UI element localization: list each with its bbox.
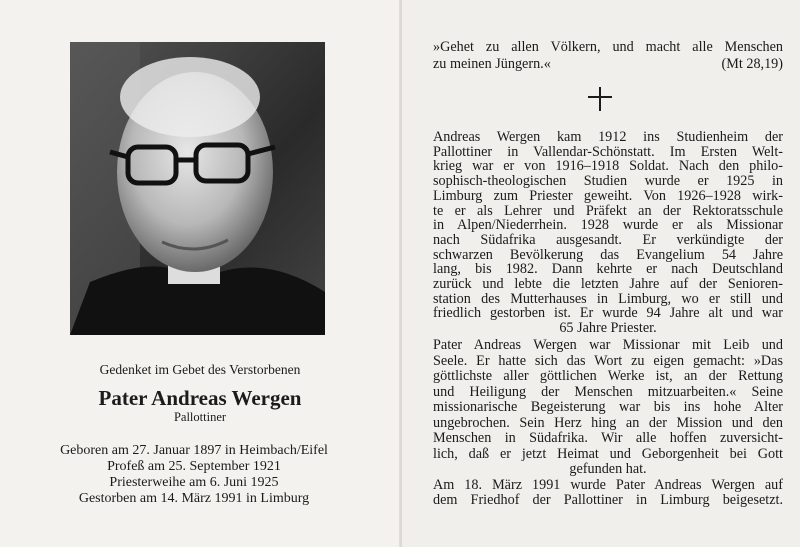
obituary-line: 65 Jahre Priester. (559, 320, 657, 337)
quote-line (433, 57, 783, 71)
obituary-line: in Alpen/Niederrhein. 1928 wurde er als Missionar (433, 217, 783, 234)
cross-icon (588, 87, 612, 111)
birth-date: Geboren am 27. Januar 1897 in Heimbach/Eifel (60, 443, 328, 458)
obituary-line: missionarische Begeisterung war bis ins hohe Alter (433, 399, 783, 415)
obituary-line: station des Mutterhauses in Limburg, wo er still und (433, 290, 783, 307)
obituary-line: Am 18. März 1991 wurde Pater Andreas Wergen auf (433, 476, 783, 493)
profession-date: Profeß am 25. September 1921 (107, 459, 281, 474)
obituary-line: Pallottiner in Vallendar-Schönstatt. Im Ersten Welt- (433, 143, 783, 160)
deceased-name: Pater Andreas Wergen (98, 386, 302, 410)
death-date: Gestorben am 14. März 1991 in Limburg (78, 491, 310, 506)
ordination-date: Priesterweihe am 6. Juni 1925 (109, 475, 279, 490)
order-name: Pallottiner (173, 410, 227, 424)
obituary-line: gefunden hat. (569, 461, 647, 477)
obituary-line: göttlichste aller göttlichen Werke ist, an der Rettung (433, 368, 783, 384)
obituary-line: Seele. Er hatte sich das Wort zu eigen gemacht: »Das (433, 352, 783, 369)
obituary-line: nach Südafrika ausgesandt. Er verkündigte der (433, 231, 783, 248)
portrait-photo (70, 42, 325, 335)
obituary-line: Andreas Wergen kam 1912 ins Studienheim der (433, 129, 783, 145)
obituary-line: friedlich gestorben ist. Er wurde 94 Jahre alt und war (433, 305, 783, 322)
right-page (402, 0, 800, 547)
obituary-line: krieg war er von 1916–1918 Soldat. Nach den philo- (433, 158, 783, 175)
obituary-line: Limburg zum Priester geweiht. Von 1926–1928 wirk- (433, 187, 783, 204)
obituary-line: zurück und lebte die letzten Jahre auf der Senioren- (433, 276, 783, 292)
obituary-line: ungebrochen. Sein Herz hing an der Mission und den (433, 414, 783, 431)
quote-reference: (Mt 28,19) (721, 56, 783, 72)
quote-text: zu meinen Jüngern.« (433, 56, 551, 72)
prayer-line: Gedenket im Gebet des Verstorbenen (99, 362, 301, 377)
obituary-line: sophisch-theologischen Studien wurde er 1925 in (433, 173, 783, 190)
quote-line: »Gehet zu allen Völkern, und macht alle Menschen (433, 39, 783, 55)
obituary-line: und Heiligung der Menschen mitzuarbeiten.« Seine (433, 383, 783, 400)
obituary-line: lich, daß er jetzt Heimat und Geborgenheit bei Gott (433, 445, 783, 462)
obituary-line: Menschen in Südafrika. Wir alle hoffen zuversicht- (433, 430, 783, 446)
obituary-line: schwarzen Bevölkerung das Evangelium 54 Jahre (433, 246, 783, 263)
obituary-line: te er als Lehrer und Präfekt an der Rektoratsschule (433, 202, 783, 219)
obituary-line: Pater Andreas Wergen war Missionar mit Leib und (433, 337, 783, 353)
obituary-line: lang, bis 1982. Dann kehrte er nach Deutschland (433, 261, 783, 278)
obituary-line: dem Friedhof der Pallottiner in Limburg beigesetzt. (433, 492, 783, 508)
